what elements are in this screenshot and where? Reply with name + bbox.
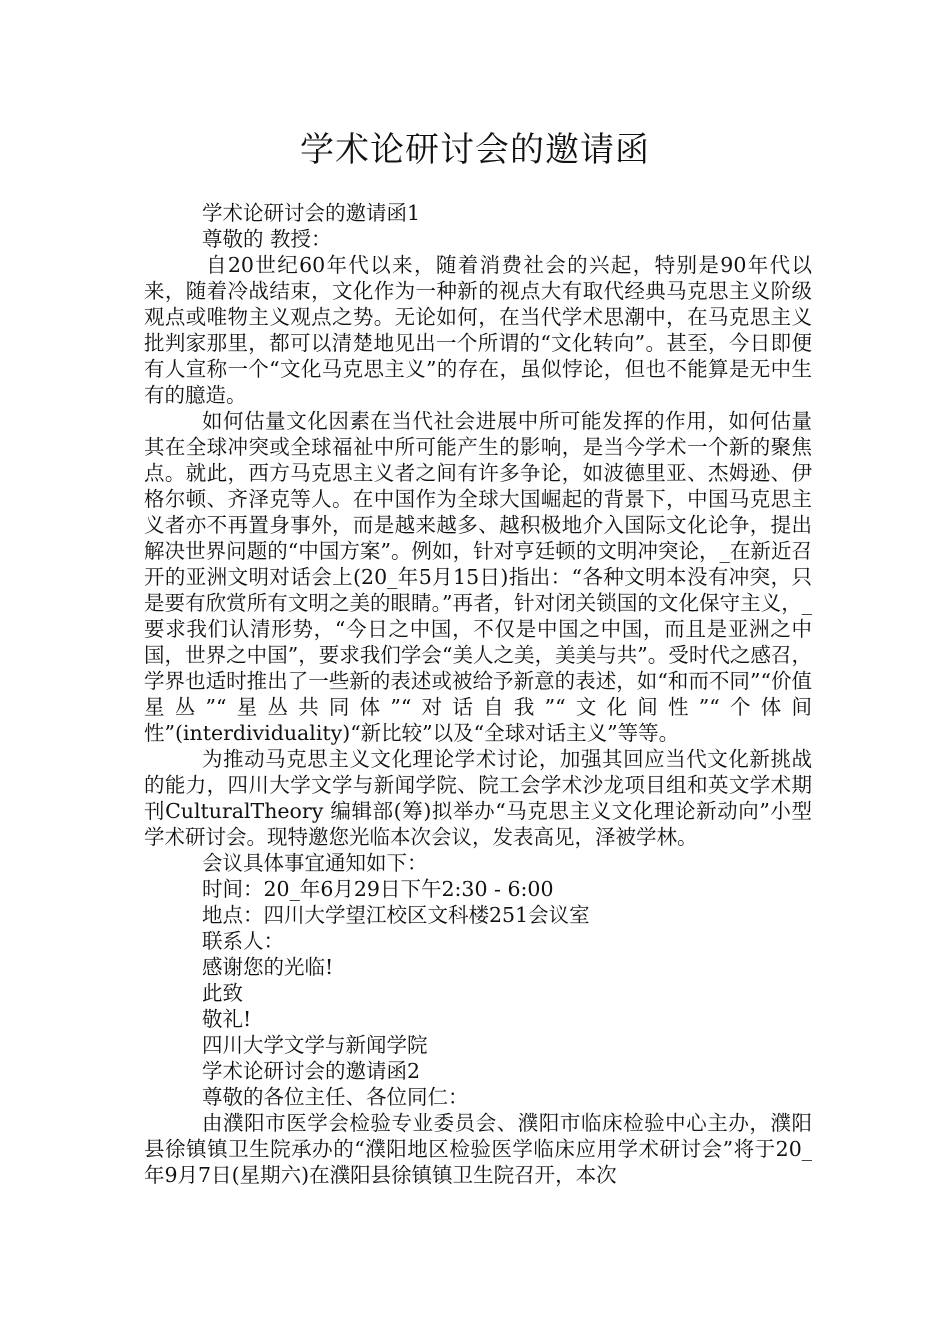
salutation-2: 尊敬的各位主任、各位同仁： bbox=[202, 1085, 469, 1109]
salutation-1: 尊敬的 教授： bbox=[202, 227, 332, 251]
meeting-location: 地点：四川大学望江校区文科楼251会议室 bbox=[202, 903, 590, 927]
letter-heading-2: 学术论研讨会的邀请函2 bbox=[202, 1059, 421, 1083]
paragraph: 为推动马克思主义文化理论学术讨论，加强其回应当代文化新挑战的能力，四川大学文学与新闻学院、院工会学术沙龙项目组和英文学术期刊CulturalTheory 编辑部(筹)拟举办“马克思主义文化理论新动向”小型学术研讨会。现特邀您光临本次会议，发表高见，泽被学林。 bbox=[144, 747, 812, 849]
contact-person: 联系人： bbox=[202, 929, 284, 953]
document-title: 学术论研讨会的邀请函 bbox=[300, 130, 650, 170]
signature-organization: 四川大学文学与新闻学院 bbox=[202, 1033, 428, 1057]
thanks-line: 感谢您的光临! bbox=[202, 955, 334, 979]
closing-2: 敬礼! bbox=[202, 1007, 252, 1031]
closing-1: 此致 bbox=[202, 981, 243, 1005]
meeting-time: 时间：20_年6月29日下午2:30 - 6:00 bbox=[202, 877, 554, 901]
letter-heading-1: 学术论研讨会的邀请函1 bbox=[202, 201, 421, 225]
paragraph: 如何估量文化因素在当代社会进展中所可能发挥的作用，如何估量其在全球冲突或全球福祉中所可能产生的影响，是当今学术一个新的聚焦点。就此，西方马克思主义者之间有许多争论，如波德里亚、杰姆逊、伊格尔顿、齐泽克等人。在中国作为全球大国崛起的背景下，中国马克思主义者亦不再置身事外，而是越来越多、越积极地介入国际文化论争，提出解决世界问题的“中国方案”。例如，针对亨廷顿的文明冲突论，_在新近召开的亚洲文明对话会上(20_年5月15日)指出：“各种文明本没有冲突，只是要有欣赏所有文明之美的眼睛。”再者，针对闭关锁国的文化保守主义，_要求我们认清形势，“今日之中国，不仅是中国之中国，而且是亚洲之中国，世界之中国”，要求我们学会“美人之美，美美与共”。受时代之感召，学界也适时推出了一些新的表述或被给予新意的表述，如“和而不同”“价值星丛”“星丛共同体”“对话自我”“文化间性”“个体间性”(interdividuality)“新比较”以及“全球对话主义”等等。 bbox=[144, 409, 812, 745]
document-body bbox=[144, 200, 812, 1188]
notice-intro: 会议具体事宜通知如下： bbox=[202, 851, 428, 875]
paragraph: 自20世纪60年代以来，随着消费社会的兴起，特别是90年代以来，随着冷战结束，文化作为一种新的视点大有取代经典马克思主义阶级观点或唯物主义观点之势。无论如何，在当代学术思潮中，在马克思主义批判家那里，都可以清楚地见出一个所谓的“文化转向”。甚至，今日即便有人宣称一个“文化马克思主义”的存在，虽似悖论，但也不能算是无中生有的臆造。 bbox=[144, 253, 812, 407]
paragraph: 由濮阳市医学会检验专业委员会、濮阳市临床检验中心主办，濮阳县徐镇镇卫生院承办的“濮阳地区检验医学临床应用学术研讨会”将于20_年9月7日(星期六)在濮阳县徐镇镇卫生院召开，本次 bbox=[144, 1111, 812, 1187]
